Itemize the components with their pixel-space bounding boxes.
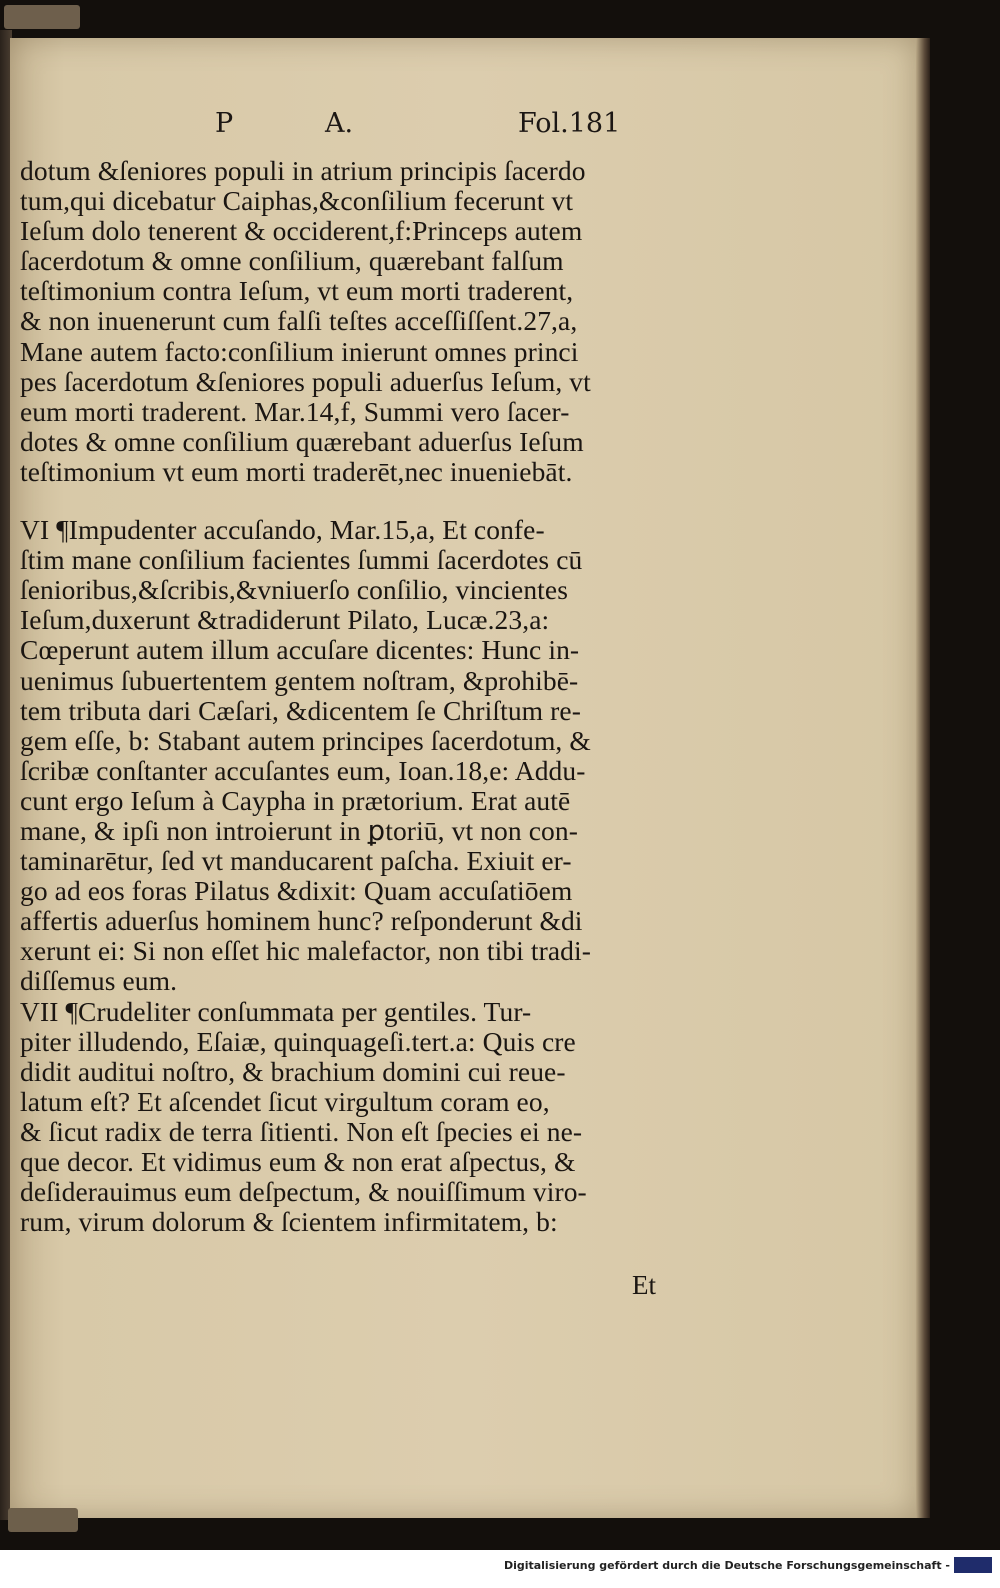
text-line: & non inuenerunt cum falſi teſtes acceſſiſſent.27,a, bbox=[20, 305, 578, 337]
text-line: ſtim mane conſilium facientes ſummi ſacerdotes cū bbox=[20, 544, 583, 576]
text-line: VII ¶Crudeliter conſummata per gentiles. Tur- bbox=[20, 995, 532, 1027]
text-line: xerunt ei: Si non eſſet hic malefactor, non tibi tradi- bbox=[20, 935, 592, 967]
text-line: que decor. Et vidimus eum & non erat aſpectus, & bbox=[20, 1146, 576, 1177]
catchword: Et bbox=[632, 1270, 656, 1300]
text-line: diſſemus eum. bbox=[20, 965, 178, 997]
page-tab-bottom bbox=[8, 1508, 78, 1532]
footer-bar bbox=[0, 1550, 1000, 1588]
page-tab-top bbox=[4, 5, 80, 29]
text-line: ſenioribus,&ſcribis,&vniuerſo conſilio, vincientes bbox=[20, 574, 569, 606]
text-line: dotum &ſeniores populi in atrium principis ſacerdo bbox=[20, 155, 586, 186]
text-line: piter illudendo, Eſaiæ, quinquageſi.tert.a: Quis cre bbox=[20, 1025, 576, 1057]
text-line: go ad eos foras Pilatus &dixit: Quam accuſatiōem bbox=[20, 875, 573, 907]
text-line: taminarētur, ſed vt manducarent paſcha. Exiuit er- bbox=[20, 845, 572, 877]
text-line: Mane autem facto:conſilium inierunt omnes princi bbox=[20, 335, 579, 367]
text-line: eum morti traderent. Mar.14,f, Summi vero ſacer- bbox=[20, 395, 570, 427]
text-line: latum eſt? Et aſcendet ſicut virgultum coram eo, bbox=[20, 1085, 550, 1117]
folio-number: Fol.181 bbox=[518, 108, 621, 139]
text-line: deſiderauimus eum deſpectum, & nouiſſimum viro- bbox=[20, 1176, 587, 1208]
paragraph-gap bbox=[20, 487, 680, 515]
text-line: affertis aduerſus hominem hunc? reſponderunt &di bbox=[20, 905, 583, 937]
text-line: didit auditui noſtro, & brachium domini cui reue- bbox=[20, 1055, 566, 1087]
text-line: uenimus ſubuertentem gentem noſtram, &prohibē- bbox=[20, 664, 579, 696]
body-text bbox=[20, 156, 680, 1237]
text-line: pes ſacerdotum &ſeniores populi aduerſus Ieſum, vt bbox=[20, 365, 591, 397]
text-line: mane, & ipſi non introierunt in ꝑtoriū, vt non con- bbox=[20, 814, 578, 846]
text-line: ſcribæ conſtanter accuſantes eum, Ioan.18,e: Addu- bbox=[20, 754, 586, 786]
text-line: VI ¶Impudenter accuſando, Mar.15,a, Et confe- bbox=[20, 514, 545, 546]
funding-note: Digitalisierung gefördert durch die Deutsche Forschungsgemeinschaft - bbox=[503, 1559, 950, 1572]
text-line: rum, virum dolorum & ſcientem infirmitatem, b: bbox=[20, 1206, 558, 1238]
text-line: cunt ergo Ieſum à Caypha in prætorium. Erat autē bbox=[20, 784, 571, 816]
text-line: dotes & omne conſilium quærebant aduerſus Ieſum bbox=[20, 425, 584, 457]
text-line: tum,qui dicebatur Caiphas,&conſilium fecerunt vt bbox=[20, 185, 574, 217]
text-line: ſacerdotum & omne conſilium, quærebant falſum bbox=[20, 245, 564, 277]
text-line: Ieſum,duxerunt &tradiderunt Pilato, Lucæ.23,a: bbox=[20, 604, 550, 636]
dfg-logo bbox=[954, 1557, 992, 1573]
text-line: & ſicut radix de terra ſitienti. Non eſt ſpecies ei ne- bbox=[20, 1115, 583, 1147]
header-middle: A. bbox=[325, 108, 354, 139]
running-header bbox=[0, 108, 1000, 148]
text-line: gem eſſe, b: Stabant autem principes ſacerdotum, & bbox=[20, 724, 591, 756]
text-line: teſtimonium vt eum morti traderēt,nec inueniebāt. bbox=[20, 455, 573, 487]
text-line: tem tributa dari Cæſari, &dicentem ſe Chriſtum re- bbox=[20, 694, 581, 726]
text-line: teſtimonium contra Ieſum, vt eum morti traderent, bbox=[20, 275, 574, 307]
text-line: Ieſum dolo tenerent & occiderent,f:Princeps autem bbox=[20, 215, 583, 247]
book-edge-right bbox=[916, 38, 930, 1518]
text-line: Cœperunt autem illum accuſare dicentes: Hunc in- bbox=[20, 634, 580, 666]
header-left: P bbox=[215, 108, 234, 139]
